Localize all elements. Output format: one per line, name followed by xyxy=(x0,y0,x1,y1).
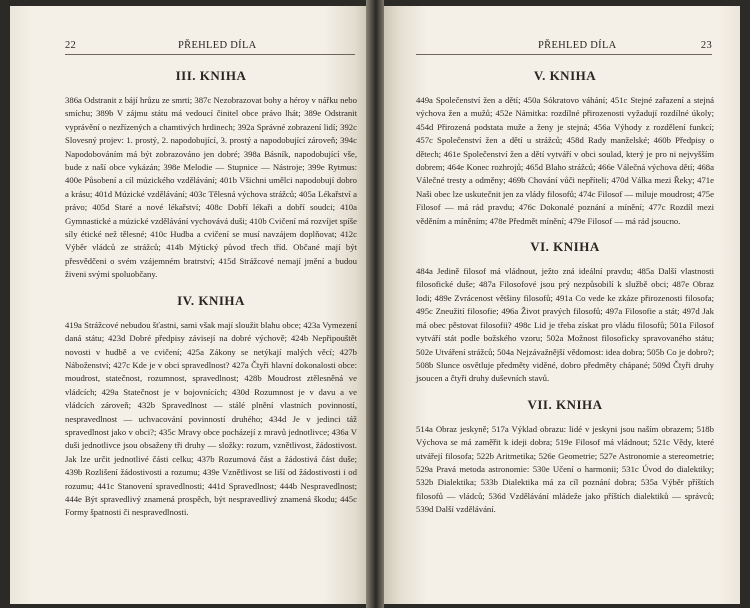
section-text: 386a Odstranit z bájí hrůzu ze smrti; 387c Nezobrazovat bohy a héroy v nářku nebo smíchu; 389b V zájmu státu má vedoucí činitel obce právo lhát; 389e Odstranit vyprávění o nezřízených a chamtivých hrdinech; 392a Správné zobrazení lidí; 392c Slovesný projev: 1. prostý, 2. napodobující, 3. prostý a napodobující zároveň; 394c Napodobováním má být zobrazováno jen dobré; 398a Básník, napodobující vše, bude z naší obce vykázán; 398e Melodie — Stupnice — Nástroje; 399e Rytmus: 400e Působení a cíl múzického vzdělávání; 401b Všichni umělci napodobují dobro a krásu; 401d Múzické vzdělávání; 403c Tělesná výchova strážců; 405a Lékařství a právo; 405d Staré a nové lékařství; 408c Dobří lékaři a dobří soudci; 410a Gymnastické a múzické vzdělávání vychovává duši; 410b Cvičení má rozvíjet spíše síly étické než tělesné; 410c Hudba a cvičení se musí navzájem doplňovat; 412c Výběr vládců ze strážců; 414b Mýtický původ třech tříd. Občané mají být přesvědčeni o svém vzájemném bratrství; 415d Strážcové nemají jmění a budou živeni svými spoluobčany. xyxy=(65,95,357,280)
section-heading: III. KNIHA xyxy=(175,68,247,83)
section-text: 484a Jedině filosof má vládnout, ježto zná ideální pravdu; 485a Další vlastnosti filosofické duše; 487a Filosofové jsou prý nezpůsobilí k službě obci; 487e Obraz lodi; 489e Zvrácenost většiny filosofů; 491a Co vede ke zkáze přirozenosti filosofa; 495c Zneužití filosofie; 496a Život pravých filosofů; 497a Filosofie a stát; 497d Jak má obec pěstovat filosofii? 498c Lid je třeba získat pro vládu filosofů; 501a Filosof vytváří stát podle božského vzoru; 502a Možnost filosoficky spravovaného státu; 502e Utváření strážců; 504a Nejzávažnější vědomost: idea dobra; 505b Co je dobro?; 508b Slunce osvětluje předměty viděné, dobro předměty chápané; 509d Čtyři druhy jsoucen a čtyři druhy duševních stavů. xyxy=(416,266,714,384)
section-heading: IV. KNIHA xyxy=(177,292,245,308)
section-heading: VI. KNIHA xyxy=(530,239,600,255)
left-page xyxy=(10,6,366,604)
running-head-title: PŘEHLED DÍLA xyxy=(178,40,257,51)
right-running-header xyxy=(416,40,712,55)
left-running-header xyxy=(65,40,355,55)
right-page xyxy=(384,6,740,604)
section-heading: VII. KNIHA xyxy=(527,396,603,412)
page-number: 22 xyxy=(65,40,77,51)
section-text: 419a Strážcové nebudou šťastni, sami však mají sloužit blahu obce; 423a Vymezení daná státu; 423d Dobré předpisy závisejí na dobré výchově; 424b Nepřipouštět novosti v hudbě a ve cvičení; 425a Zákony se netýkají malých věcí; 427b Náboženství; 427c Kde je v obci spravedlnost? 427a Čtyři hlavní dokonalosti obce: moudrost, statečnost, rozumnost, spravedlnost; 428b Moudrost ztělesněná ve vládcích; 429a Statečnost je v bojovnících; 430d Rozumnost je v davu a ve vládcích zároveň; 432b Spravedlnost — stálé plnění vlastních povinností, nespravedlnost — uchvacování povinností druhého; 434d Je v jedinci táž spravedlnost jako v obci?; 435c Mravy obce pocházejí z mravů jednotlivce; 436a V duši jednotlivce jsou obsaženy tři druhy — složky: rozum, vznětlivost, žádostivost. Jak lze určit jednotlivé části celku; 437b Rozumová část a žádostivá část duše; 439b Rozlišení žádostivosti a rozumu; 439e Vznětlivost se liší od žádostivosti i od rozumu; 441c Stanovení spravedlnosti; 441d Spravedlnost; 444b Nespravedlnost; 444e Být spravedlivý znamená prospěch, být nespravedlivý znamená škodu; 445c Formy špatnosti či nespravedlnosti. xyxy=(65,319,357,518)
book-gutter xyxy=(366,0,384,608)
left-text-column xyxy=(65,68,357,520)
section-text: 449a Společenství žen a dětí; 450a Sókratovo váhání; 451c Stejné zařazení a stejná výchova žen a mužů; 452e Námitka: rozdílné přirozenosti vyžadují rozdílné úkoly; 454d Přirozená podstata muže a ženy je stejná; 456a Výhody z rozdělení funkcí; 457c Společenství žen a dětí u strážců; 458d Rady manželské; 460b Předpisy o dětech; 461e Společenství žen a dětí vytváří v obci soulad, který je pro ni nejvyšším dobrem; 464e Konec rozhrojů; 465d Blaho strážců; 466e Válečná výchova dětí; 468a Válečné tresty a odměny; 469b Chování vůči nepříteli; 470d Válka mezi Řeky; 471e Naši obec lze uskutečnit jen za vlády filosofů; 474c Filosof — miluje moudrost; 475e Filosof — má rád pravdu; 476c Dokonalé poznání a mínění; 477c Rozdíl mezi věděním a míněním; 478e Předmět mínění; 479e Filosof — má rád jsoucno. xyxy=(416,95,714,226)
page-number: 23 xyxy=(700,40,712,51)
running-head-title: PŘEHLED DÍLA xyxy=(538,40,617,51)
section-text: 514a Obraz jeskyně; 517a Výklad obrazu: lidé v jeskyni jsou naším obrazem; 518b Výchova se má zaměřit k ideji dobra; 519e Filosof má vládnout; 521c Vědy, které utvářejí filosofa; 522b Aritmetika; 526e Geometrie; 527e Astronomie a stereometrie; 529a Pravá metoda astronomie: 530e Učení o harmonii; 531c Úvod do dialektiky; 532b Dialektika; 533b Dialektika má za cíl poznání dobra; 535a Výběr příštích filosofů — vládců; 536d Vzdělávání mládeže jako příštích dialektiků — správců; 539d Další vzdělávání. xyxy=(416,423,714,515)
section-heading: V. KNIHA xyxy=(533,68,597,83)
right-text-column xyxy=(416,68,714,517)
